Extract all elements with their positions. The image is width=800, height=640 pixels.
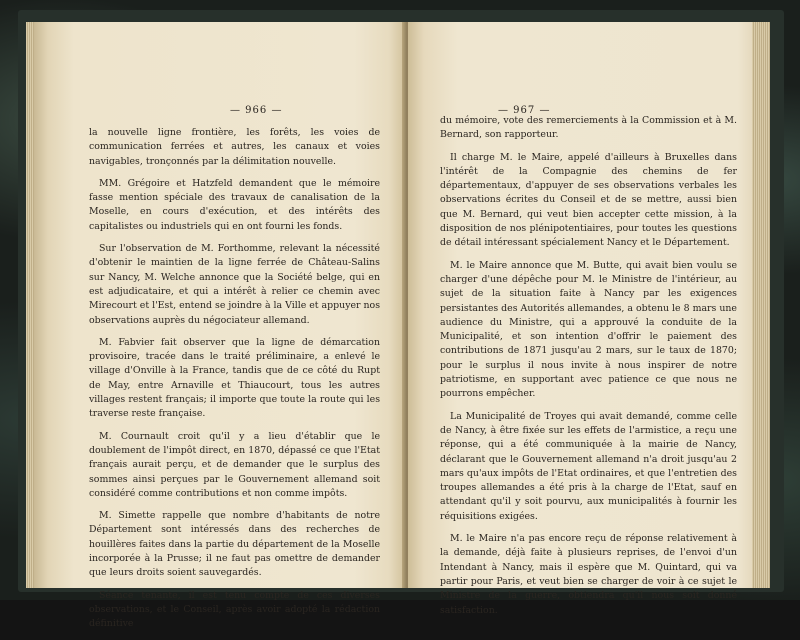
right-paragraph: du mémoire, vote des remerciements à la Commission et à M. Bernard, son rapporteur. (440, 115, 737, 141)
left-page-text (89, 126, 380, 640)
right-paragraph: M. le Maire annonce que M. Butte, qui avait bien voulu se charger d'une dépêche pour M. le Ministre de l'intérieur, au sujet de la situation faite à Nancy par les exigences persistantes des Autorités allemandes, a obtenu le 8 mars une audience du Ministre, qui a approuvé la conduite de la Municipalité, et son intention d'offrir le paiement des contributions de 1871 jusqu'au 2 mars, sur le taux de 1870; pour le surplus il nous invite à nous inspirer de notre patriotisme, en supportant avec patience ce que nous ne pourrons empêcher. (440, 259, 737, 400)
left-paragraph: la nouvelle ligne frontière, les forêts, les voies de communication ferrées et autres, les canaux et voies navigables, tronçonnés par la délimitation nouvelle. (89, 127, 380, 167)
left-paragraph: M. Simette rappelle que nombre d'habitants de notre Département sont intéressés dans des recherches de houillères faites dans la partie du département de la Moselle incorporée à la Prusse; il ne faut pas omettre de demander que leurs droits soient sauvegardés. (89, 510, 380, 579)
right-page-edges (752, 22, 770, 588)
left-page-number: — 966 — (230, 105, 283, 116)
left-paragraph: M. Cournault croit qu'il y a lieu d'établir que le doublement de l'impôt direct, en 1870, dépassé ce que l'Etat français aurait perçu, et de demander que le surplus des sommes ainsi perçues par le Gouvernement allemand soit considéré comme contributions et non comme impôts. (89, 430, 380, 499)
right-page-text (440, 114, 737, 626)
left-paragraph: MM. Grégoire et Hatzfeld demandent que le mémoire fasse mention spéciale des travaux de canalisation de la Moselle, en cours d'exécution, et des intérêts des capitalistes ou industriels qui en ont fourni les fonds. (89, 177, 380, 232)
right-paragraph: La Municipalité de Troyes qui avait demandé, comme celle de Nancy, à être fixée sur les effets de l'armistice, a reçu une réponse, qui a été communiquée à la mairie de Nancy, déclarant que le Gouvernement allemand n'a droit jusqu'au 2 mars qu'aux impôts de l'Etat ordinaires, et que l'entretien des troupes allemandes a été pris à la charge de l'Etat, sauf en attendant qu'il y soit pourvu, aux municipalités à fournir les réquisitions exigées. (440, 410, 737, 522)
right-paragraph: M. le Maire n'a pas encore reçu de réponse relativement à la demande, déjà faite à plusieurs reprises, de l'envoi d'un Intendant à Nancy, mais il espère que M. Quintard, qui va partir pour Paris, et veut bien se charger de voir à ce sujet le Ministre de la guerre, obtiendra qu'il nous soit donné satisfaction. (440, 533, 737, 616)
open-book (18, 10, 784, 630)
left-page (34, 22, 405, 630)
left-paragraph: M. Fabvier fait observer que la ligne de démarcation provisoire, tracée dans le traité préliminaire, a enlevé le village d'Onville à la France, tandis que de ce côté du Rupt de May, entre Arnaville et Thiaucourt, tous les autres villages restent français; il importe que toute la route qui les traverse reste française. (89, 336, 380, 420)
right-page-number: — 967 — (498, 105, 551, 116)
right-paragraph: Il charge M. le Maire, appelé d'ailleurs à Bruxelles dans l'intérêt de la Compagnie des chemins de fer départementaux, d'appuyer de ses observations verbales les observations écrites du Conseil et de se mettre, aussi bien que M. Bernard, qui veut bien accepter cette mission, à la disposition de nos plénipotentiaires, pour toutes les questions de détail intéressant spécialement Nancy et le Département. (440, 151, 737, 249)
right-page (408, 22, 752, 616)
left-paragraph: Séance tenante, il est tenu compte de ces diverses observations, et le Conseil, après avoir adopté la rédaction définitive (89, 589, 380, 630)
left-paragraph: Sur l'observation de M. Forthomme, relevant la nécessité d'obtenir le maintien de la ligne ferrée de Château-Salins sur Nancy, M. Welche annonce que la Société belge, qui en est adjudicataire, et qui a intérêt à relier ce chemin avec Mirecourt et l'Est, entend se joindre à la Ville et appuyer nos observations auprès du négociateur allemand. (89, 243, 380, 326)
